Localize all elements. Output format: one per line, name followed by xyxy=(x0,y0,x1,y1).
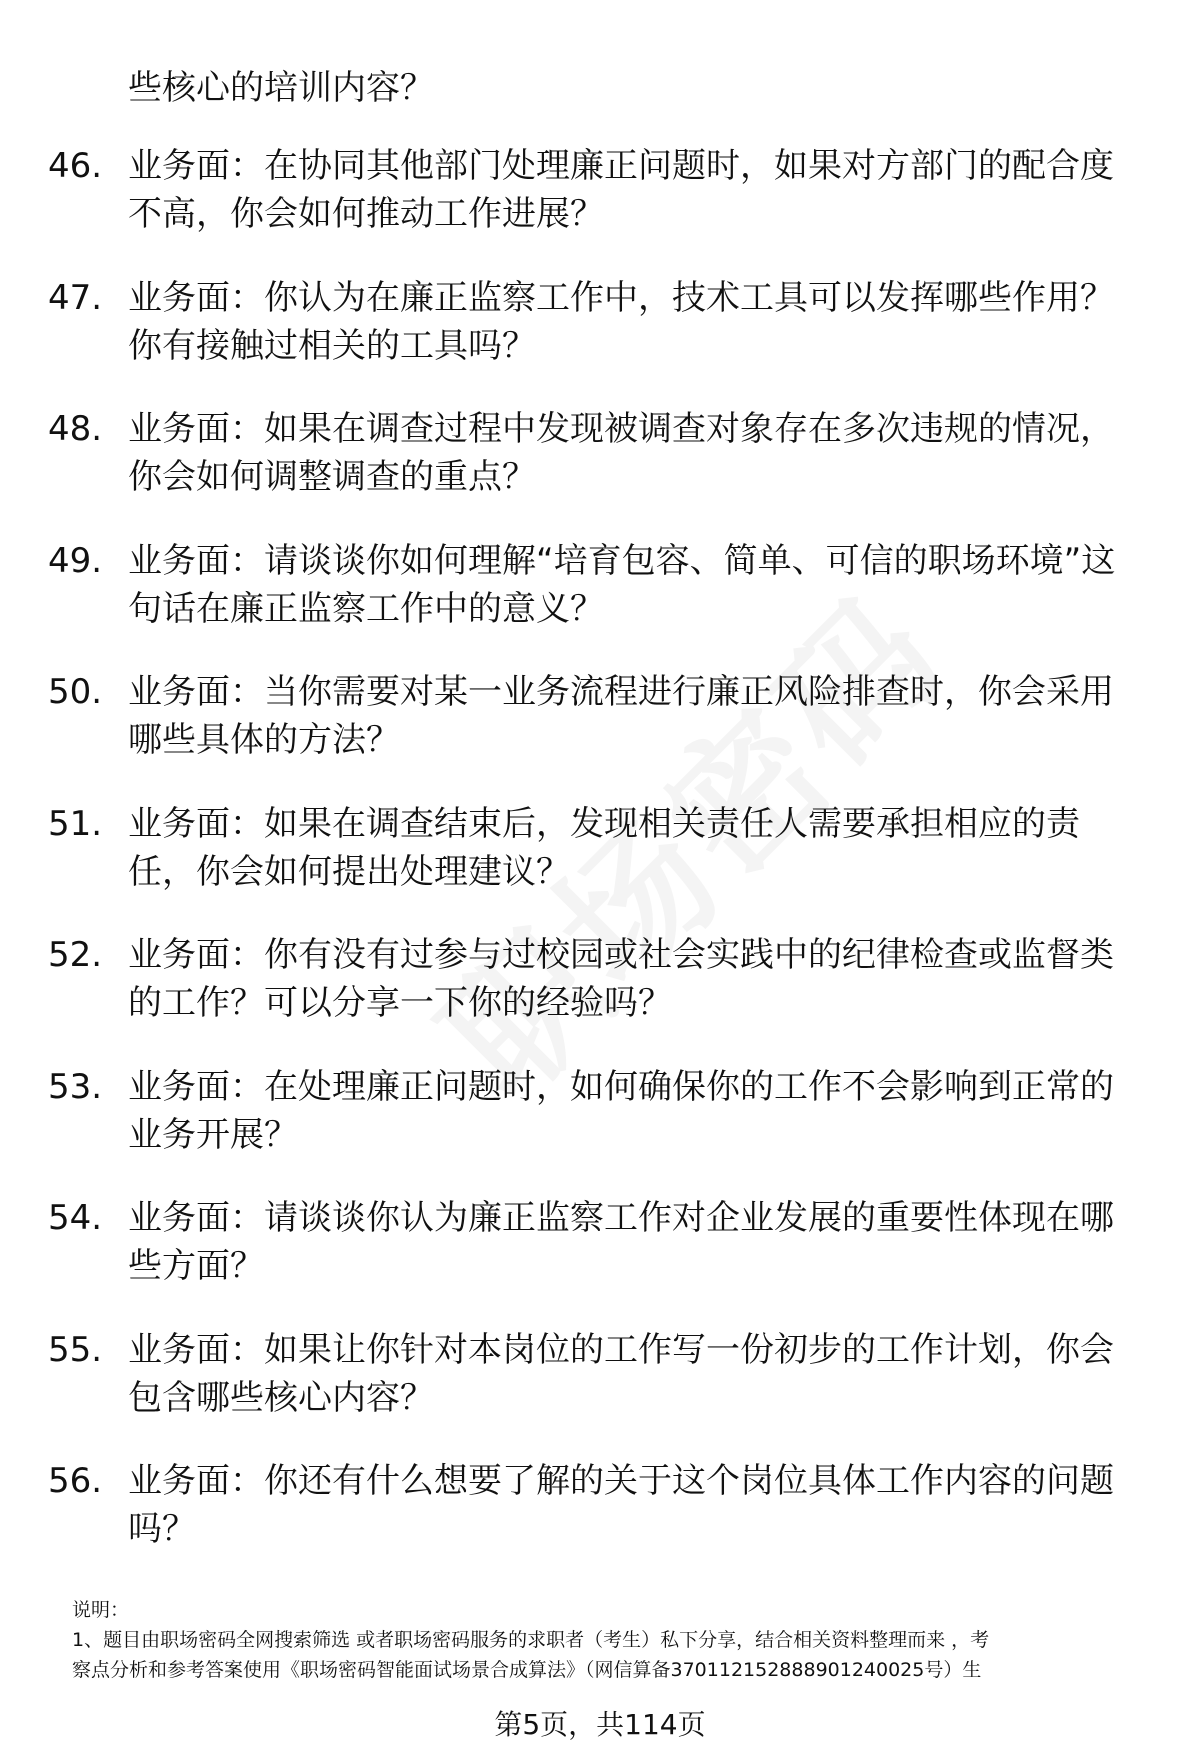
question-text: 业务面：当你需要对某一业务流程进行廉正风险排查时，你会采用哪些具体的方法？ xyxy=(128,672,1114,760)
question-number: 49. xyxy=(48,540,103,581)
notes-line: 察点分析和参考答案使用《职场密码智能面试场景合成算法》（网信算备370112152888901240025号）生 xyxy=(72,1659,982,1681)
question-number: 54. xyxy=(48,1198,103,1238)
question-text: 业务面：你有没有过参与过校园或社会实践中的纪律检查或监督类的工作？可以分享一下你的经验吗？ xyxy=(128,935,1114,1023)
question-number: 51. xyxy=(48,803,103,844)
question-list xyxy=(48,142,1158,1589)
question-item xyxy=(48,1326,1158,1458)
question-item xyxy=(48,668,1158,800)
question-item xyxy=(48,931,1158,1063)
question-text: 业务面：在处理廉正问题时，如何确保你的工作不会影响到正常的业务开展？ xyxy=(128,1066,1114,1155)
question-number: 55. xyxy=(48,1329,103,1370)
question-text: 业务面：你还有什么想要了解的关于这个岗位具体工作内容的问题吗？ xyxy=(128,1461,1114,1549)
question-number: 46. xyxy=(48,146,103,186)
question-number: 48. xyxy=(48,409,103,449)
question-item xyxy=(48,1194,1158,1326)
question-number: 52. xyxy=(48,935,103,975)
question-item xyxy=(48,1063,1158,1195)
notes-line: 1、题目由职场密码全网搜索筛选 或者职场密码服务的求职者（考生）私下分享，结合相关资料整理而来 ，考 xyxy=(72,1629,990,1651)
notes-heading: 说明： xyxy=(72,1599,130,1621)
question-text: 业务面：在协同其他部门处理廉正问题时，如果对方部门的配合度不高，你会如何推动工作进展？ xyxy=(128,146,1114,234)
question-number: 50. xyxy=(48,672,103,712)
question-item xyxy=(48,537,1158,669)
question-text: 业务面：请谈谈你认为廉正监察工作对企业发展的重要性体现在哪些方面？ xyxy=(128,1198,1114,1286)
question-text: 业务面：你认为在廉正监察工作中，技术工具可以发挥哪些作用？你有接触过相关的工具吗？ xyxy=(128,277,1114,366)
question-item xyxy=(48,800,1158,932)
question-item xyxy=(48,274,1158,406)
question-number: 53. xyxy=(48,1066,103,1107)
continued-question-text: 些核心的培训内容？ xyxy=(128,68,434,108)
notes-section xyxy=(72,1595,1152,1685)
question-number: 47. xyxy=(48,277,103,318)
question-text: 业务面：如果在调查结束后，发现相关责任人需要承担相应的责任，你会如何提出处理建议？ xyxy=(128,803,1080,892)
question-number: 56. xyxy=(48,1461,103,1501)
question-text: 业务面：如果让你针对本岗位的工作写一份初步的工作计划，你会包含哪些核心内容？ xyxy=(128,1329,1114,1418)
question-text: 业务面：请谈谈你如何理解“培育包容、简单、可信的职场环境”这句话在廉正监察工作中的意义？ xyxy=(128,540,1116,629)
question-item xyxy=(48,1457,1158,1589)
question-item xyxy=(48,405,1158,537)
question-item xyxy=(48,142,1158,274)
page-number-footer: 第5页，共114页 xyxy=(494,1708,706,1741)
question-text: 业务面：如果在调查过程中发现被调查对象存在多次违规的情况，你会如何调整调查的重点？ xyxy=(128,409,1114,497)
